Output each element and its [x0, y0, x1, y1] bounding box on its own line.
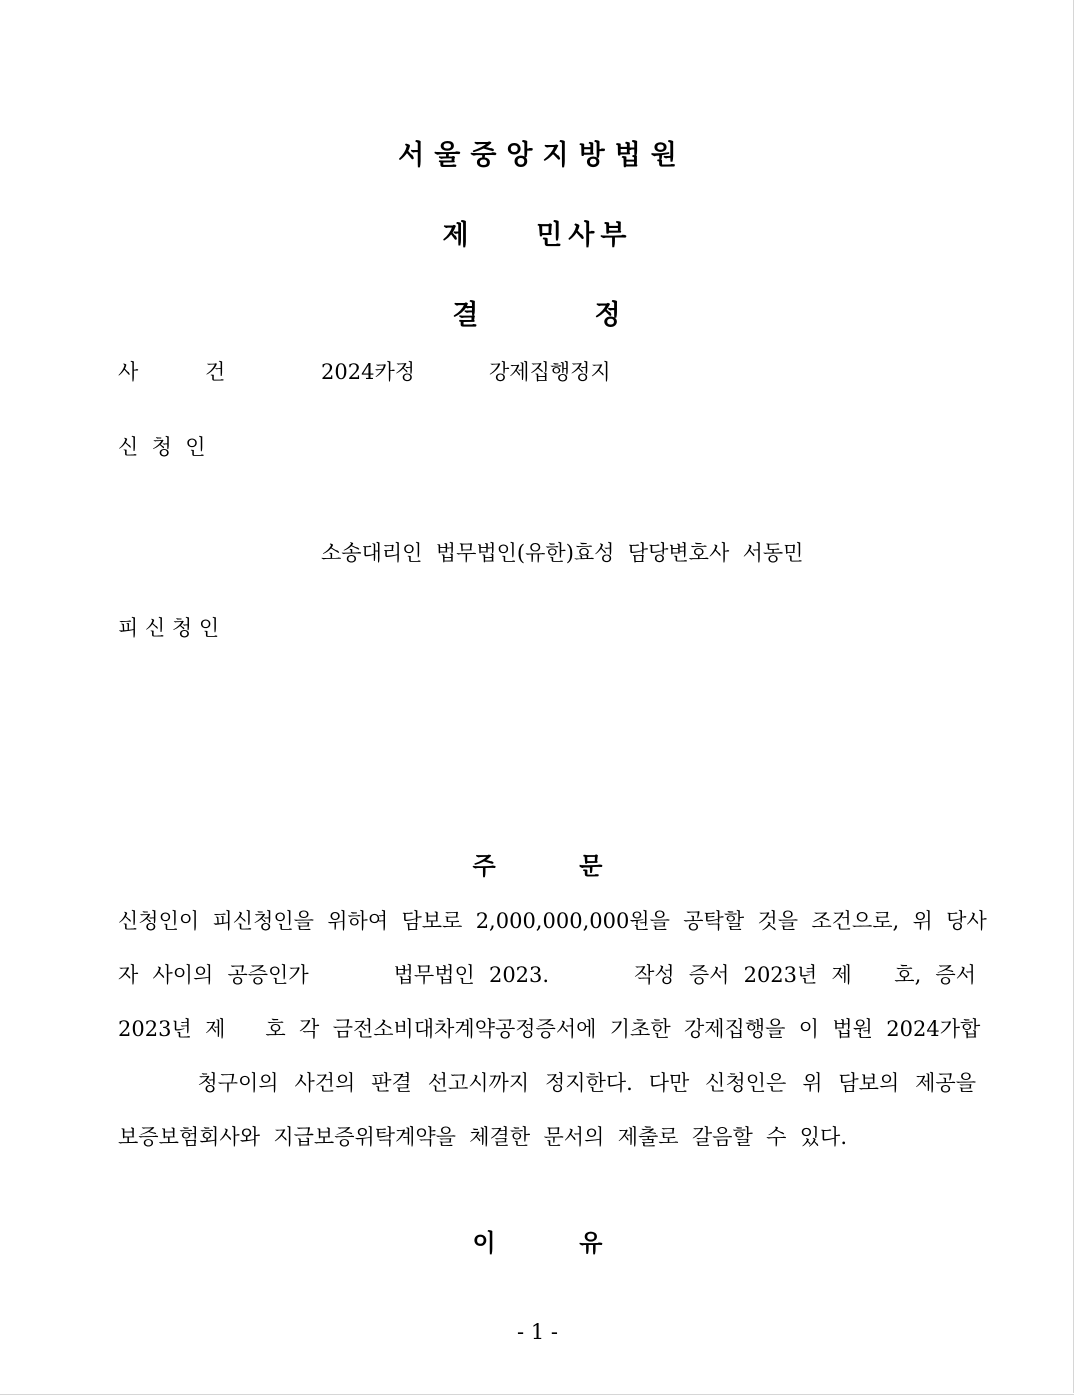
- reason-section-title: 이 유: [472, 1229, 603, 1257]
- order-line: 신청인이 피신청인을 위하여 담보로 2,000,000,000원을 공탁할 것을 조건으로, 위 당사: [118, 909, 987, 933]
- order-line: 자 사이의 공증인가 법무법인 2023. 작성 증서 2023년 제 호, 증서: [118, 963, 976, 987]
- legal-agent: 소송대리인 법무법인(유한)효성 담당변호사 서동민: [321, 541, 804, 565]
- order-line: 청구이의 사건의 판결 선고시까지 정지한다. 다만 신청인은 위 담보의 제공을: [118, 1071, 976, 1095]
- document-type-title: 결 정: [452, 300, 623, 331]
- order-line: 2023년 제 호 각 금전소비대차계약공정증서에 기초한 강제집행을 이 법원 2024가합: [118, 1017, 981, 1041]
- division-name: 제 민사부: [442, 220, 633, 251]
- order-line: 보증보험회사와 지급보증위탁계약을 체결한 문서의 제출로 갈음할 수 있다.: [118, 1125, 847, 1149]
- applicant-label: 신 청 인: [118, 435, 206, 459]
- court-name: 서울중앙지방법원: [398, 140, 687, 171]
- respondent-label: 피 신 청 인: [118, 616, 220, 640]
- page-edge-right: [1073, 0, 1074, 1393]
- case-number: 2024카정: [321, 360, 416, 384]
- case-label: 사 건: [118, 360, 226, 384]
- page-edge-bottom: [0, 1394, 1074, 1395]
- order-section-title: 주 문: [472, 852, 603, 880]
- case-name: 강제집행정지: [489, 360, 611, 384]
- page-number: - 1 -: [517, 1320, 558, 1344]
